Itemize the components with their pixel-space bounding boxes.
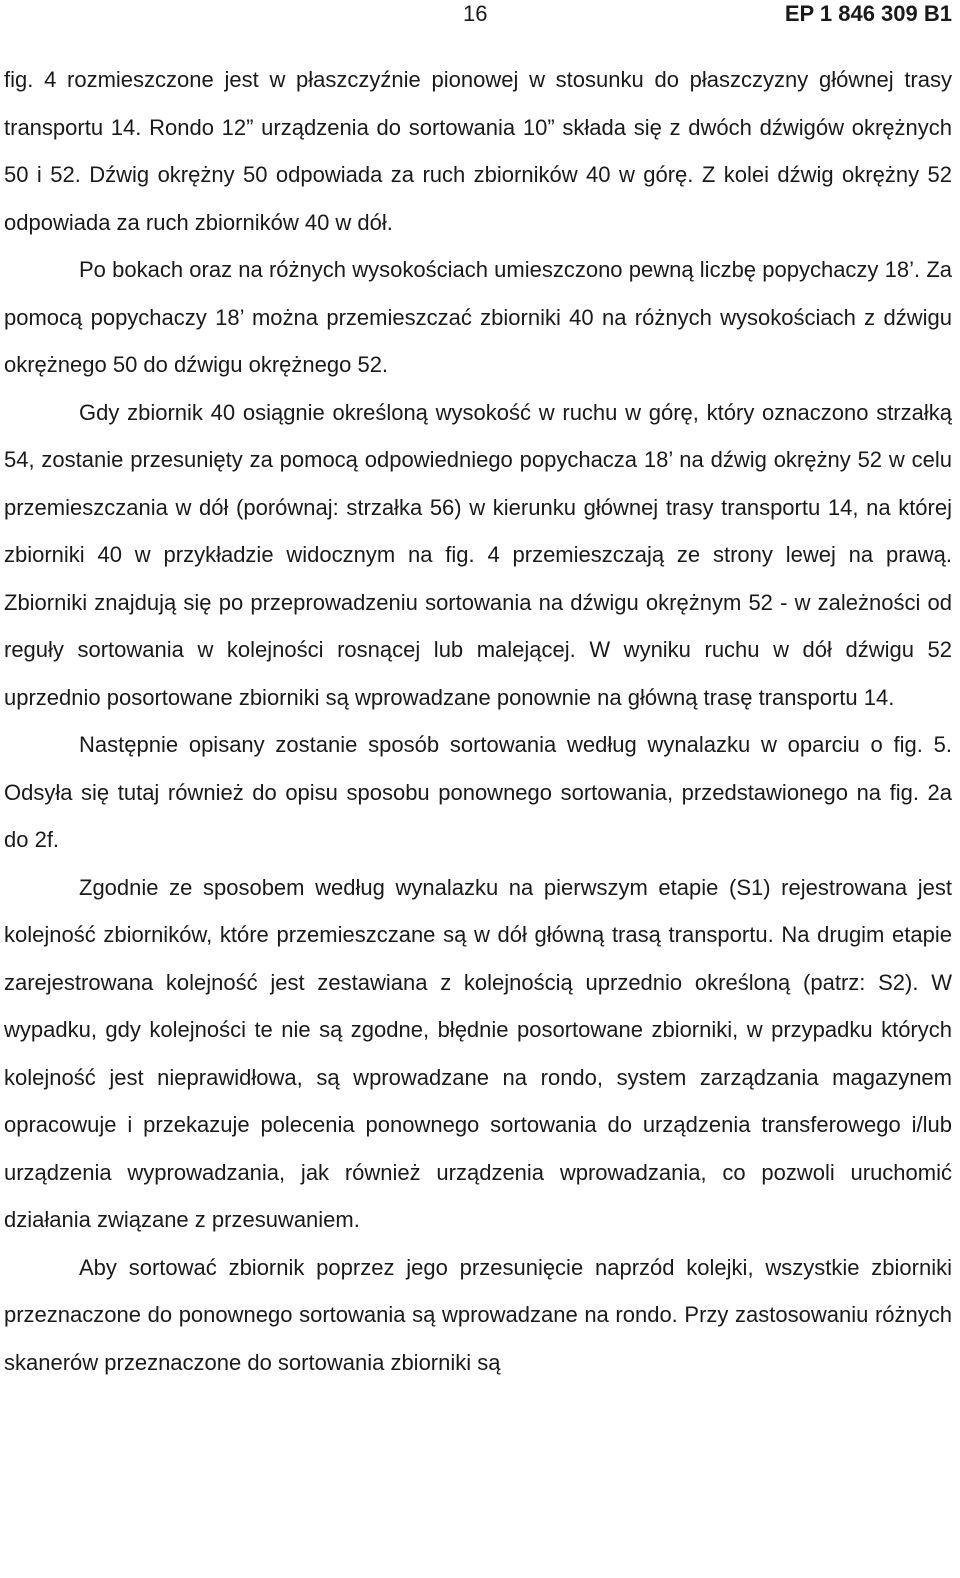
paragraph: Aby sortować zbiornik poprzez jego przesunięcie naprzód kolejki, wszystkie zbiorniki przeznaczone do ponownego sortowania są wprowadzane na rondo. Przy zastosowaniu różnych skanerów przeznaczone do sortowania zbiorniki są (4, 1254, 952, 1375)
paragraph: Gdy zbiornik 40 osiągnie określoną wysokość w ruchu w górę, który oznaczono strzałką 54, zostanie przesunięty za pomocą odpowiedniego popychacza 18’ na dźwig okrężny 52 w celu przemieszczania w dół (porównaj: strzałka 56) w kierunku głównej trasy transportu 14, na której zbiorniki 40 w przykładzie widocznym na fig. 4 przemieszczają ze strony lewej na prawą. Zbiorniki znajdują się po przeprowadzeniu sortowania na dźwigu okrężnym 52 - w zależności od reguły sortowania w kolejności rosnącej lub malejącej. W wyniku ruchu w dół dźwigu 52 uprzednio posortowane zbiorniki są wprowadzane ponownie na główną trasę transportu 14. (4, 399, 952, 710)
paragraph: Następnie opisany zostanie sposób sortowania według wynalazku w oparciu o fig. 5. Odsyła się tutaj również do opisu sposobu ponownego sortowania, przedstawionego na fig. 2a do 2f. (4, 732, 952, 852)
paragraph: Po bokach oraz na różnych wysokościach umieszczono pewną liczbę popychaczy 18’. Za pomocą popychaczy 18’ można przemieszczać zbiorniki 40 na różnych wysokościach z dźwigu okrężnego 50 do dźwigu okrężnego 52. (4, 257, 952, 377)
document-body (4, 56, 952, 1386)
paragraph-continued: fig. 4 rozmieszczone jest w płaszczyźnie pionowej w stosunku do płaszczyzny głównej trasy transportu 14. Rondo 12” urządzenia do sortowania 10” składa się z dwóch dźwigów okrężnych 50 i 52. Dźwig okrężny 50 odpowiada za ruch zbiorników 40 w górę. Z kolei dźwig okrężny 52 odpowiada za ruch zbiorników 40 w dół. (4, 67, 952, 235)
page-header (0, 0, 960, 40)
patent-document-id: EP 1 846 309 B1 (784, 1, 952, 26)
paragraph: Zgodnie ze sposobem według wynalazku na pierwszym etapie (S1) rejestrowana jest kolejność zbiorników, które przemieszczane są w dół główną trasą transportu. Na drugim etapie zarejestrowana kolejność jest zestawiana z kolejnością uprzednio określoną (patrz: S2). W wypadku, gdy kolejności te nie są zgodne, błędnie posortowane zbiorniki, w przypadku których kolejność jest nieprawidłowa, są wprowadzane na rondo, system zarządzania magazynem opracowuje i przekazuje polecenia ponownego sortowania do urządzenia transferowego i/lub urządzenia wyprowadzania, jak również urządzenia wprowadzania, co pozwoli uruchomić działania związane z przesuwaniem. (4, 874, 952, 1232)
page-number: 16 (463, 1, 488, 26)
